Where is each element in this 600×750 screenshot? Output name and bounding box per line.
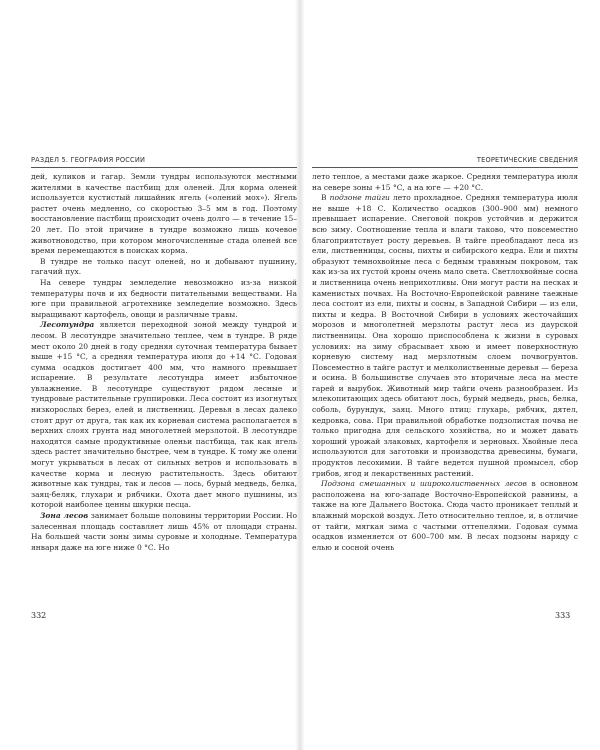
term-forest-zone: Зона лесов — [40, 511, 89, 520]
header-rule-left — [31, 167, 297, 168]
paragraph-taiga — [312, 193, 578, 479]
paragraph-text: является переходной зоной между тундрой и лесом. В лесотундре значительно теплее, чем в тундре. В ряде мест около 20 дней в году средняя суточная температура бывает выше +15 °С, а средняя температура июля до +14 °С. Годовая сумма осадков достигает 400 мм, что намного превышает испарение. В результате лесотундра имеет избыточное увлажнение. В лесотундре существуют рядом лесные и тундровые растительные группировки. Леса состоят из изогнутых низкорослых берез, елей и лиственниц. Деревья в лесах далеко стоят друг от друга, так как их корневая система располагается в верхних слоях грунта над многолетней мерзлотой. В лесотундре находятся самые продуктивные оленьи пастбища, так как ягель здесь растет значительно быстрее, чем в тундре. К тому же олени могут укрываться в лесах от сильных ветров и использовать в качестве корма и лесную растительность. Здесь обитают животные как тундры, так и лесов — лось, бурый медведь, белка, заяц-беляк, глухари и рябчики. Охота дает много пушнины, из которой наиболее ценны шкурки песца. — [31, 320, 297, 510]
paragraph: дей, куликов и гагар. Земли тундры используются местными жителями в качестве пастбищ для оленей. Для корма оленей используется кустистый лишайник ягель («олений мох»). Ягель растет очень медленно, со скоростью 3–5 мм в год. Поэтому восстановление пастбищ происходит очень долго — в течение 15–20 лет. По этой причине в тундре возможно лишь кочевое животноводство, при котором многочисленные стада оленей все время перемещаются в поисках корма. — [31, 172, 297, 256]
paragraph-forest-tundra — [31, 320, 297, 511]
paragraph: На севере тундры земледелие невозможно из-за низкой температуры почв и их бедности питательными веществами. На юге при правильной агротехнике земледелие возможно. Здесь выращивают картофель, овощи и различные травы. — [31, 277, 297, 319]
left-page-text — [31, 172, 297, 553]
paragraph-forest-zone — [31, 511, 297, 553]
term-mixed-forests: Подзона смешанных и широколиственных лесов — [321, 479, 527, 489]
page-number-left: 332 — [31, 611, 47, 620]
term-forest-tundra: Лесотундра — [40, 320, 95, 330]
term-taiga: подзоне тайги — [329, 193, 390, 203]
left-page — [31, 156, 297, 553]
paragraph-text: В — [321, 193, 330, 203]
header-rule-right — [312, 167, 578, 168]
paragraph-mixed-forests — [312, 479, 578, 553]
running-head-left: РАЗДЕЛ 5. ГЕОГРАФИЯ РОССИИ — [31, 156, 146, 164]
paragraph: В тундре не только пасут оленей, но и добывают пушнину, гагачий пух. — [31, 256, 297, 277]
paragraph-text: лето прохладное. Средняя температура июля не выше +18 С. Количество осадков (300–900 мм) немного превышает испарение. Снеговой покров устойчив и держится всю зиму. Соотношение тепла и влаги таково, что повсеместно благоприятствует росту деревьев. В тайге преобладают леса из ели, лиственницы, сосны, пихты и сибирского кедра. Ели и пихты образуют темнохвойные леса с бедным травяным покровом, так как из-за их густой кроны очень мало света. Светлохвойные сосна и лиственница очень неприхотливы. Они могут расти на песках и каменистых почвах. На Восточно-Европейской равнине таежные леса состоят из ели, пихты и сосны, в Западной Сибири — из ели, пихты и кедра. В Восточной Сибири в условиях жесточайших морозов и многолетней мерзлоты растут леса из даурской лиственницы. Она хорошо приспособлена к жизни в суровых условиях: на зиму сбрасывает хвою и имеет поверхностную корневую систему над мерзлотным слоем почвогрунтов. Повсеместно в тайге растут и мелколиственные деревья — береза и осина. В большинстве случаев это вторичные леса на месте гарей и вырубок. Животный мир тайги очень разнообразен. Из млекопитающих здесь обитают лось, бурый медведь, рысь, белка, соболь, бурундук, заяц. Много птиц: глухарь, рябчик, дятел, кедровка, сова. При правильной обработке подзолистая почва не только пригодна для сельского хозяйства, но и может давать хороший урожай злаковых, картофеля и зерновых. Хвойные леса используются для заготовки и производства древесины, бумаги, продуктов лесохимии. В тайге ведется пушной промысел, сбор грибов, ягод и лекарственных растений. — [312, 193, 578, 478]
page-number-right: 333 — [555, 611, 571, 620]
running-head-right: ТЕОРЕТИЧЕСКИЕ СВЕДЕНИЯ — [476, 156, 578, 164]
paragraph: лето теплое, а местами даже жаркое. Средняя температура июля на севере зоны +15 °С, а на юге — +20 °С. — [312, 172, 578, 192]
right-page-text — [312, 172, 578, 553]
paragraph-text: занимает больше половины территории России. Но залесенная площадь составляет лишь 45% от площади страны. На большей части зоны зимы суровые и холодные. Температура января даже на юге ниже 0 °С. Но — [31, 511, 297, 552]
paragraph-text: в основном расположена на юго-западе Восточно-Европейской равнины, а также на юге Дальнего Востока. Сюда часто проникает теплый и влажный морской воздух. Лето относительно теплое, и, в отличие от тайги, мягкая зима с частыми оттепелями. Годовая сумма осадков изменяется от 600–700 мм. В лесах подзоны наряду с елью и сосной очень — [312, 479, 579, 552]
right-page — [312, 156, 578, 553]
